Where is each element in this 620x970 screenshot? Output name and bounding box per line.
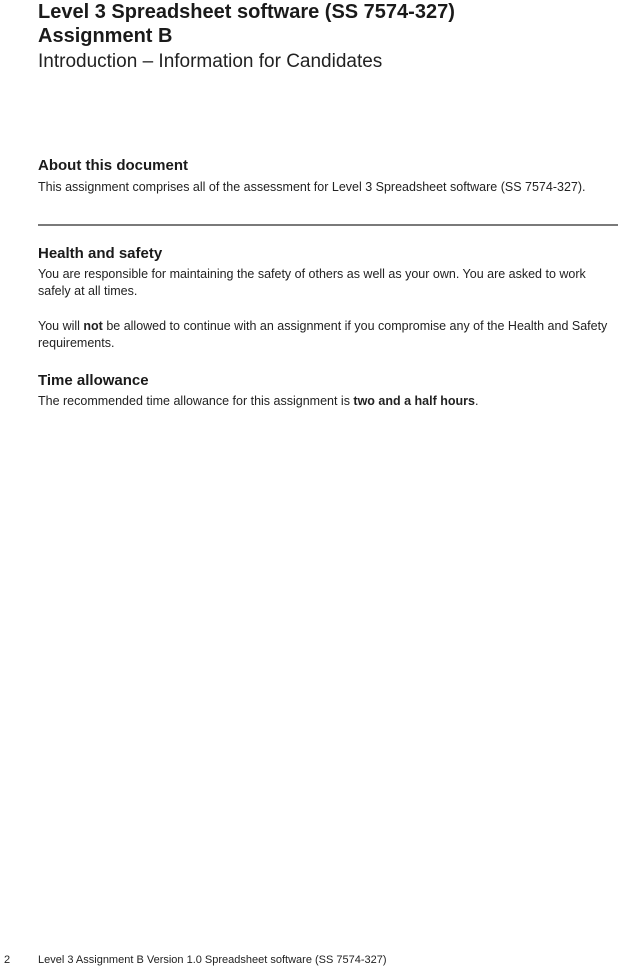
section-divider: [38, 224, 618, 226]
health-paragraph-2-emphasis: not: [83, 319, 103, 333]
about-text: This assignment comprises all of the assessment for Level 3 Spreadsheet software (SS 7574-327).: [38, 180, 586, 194]
time-heading: Time allowance: [38, 372, 149, 389]
health-paragraph-2-start: You will: [38, 319, 84, 333]
footer-page-number: 2: [4, 954, 11, 966]
health-paragraph-2: [38, 318, 618, 352]
health-paragraph-2-end: be allowed to continue with an assignment if you compromise any of the Health and Safety requirements.: [38, 319, 608, 350]
footer-text: Level 3 Assignment B Version 1.0 Spreadsheet software (SS 7574-327): [38, 954, 387, 966]
time-text-emphasis: two and a half hours: [353, 394, 475, 408]
time-text-end: .: [474, 394, 479, 408]
document-subtitle: Introduction – Information for Candidates: [38, 51, 383, 72]
health-paragraph-1: You are responsible for maintaining the safety of others as well as your own. You are asked to work safely at all times.: [38, 267, 586, 298]
document-title-line-2: Assignment B: [38, 25, 173, 47]
document-title-line-1: Level 3 Spreadsheet software (SS 7574-327): [38, 1, 455, 23]
time-text-start: The recommended time allowance for this assignment is: [38, 394, 354, 408]
about-heading: About this document: [38, 157, 188, 174]
time-text: [38, 393, 618, 410]
health-heading: Health and safety: [38, 245, 163, 262]
